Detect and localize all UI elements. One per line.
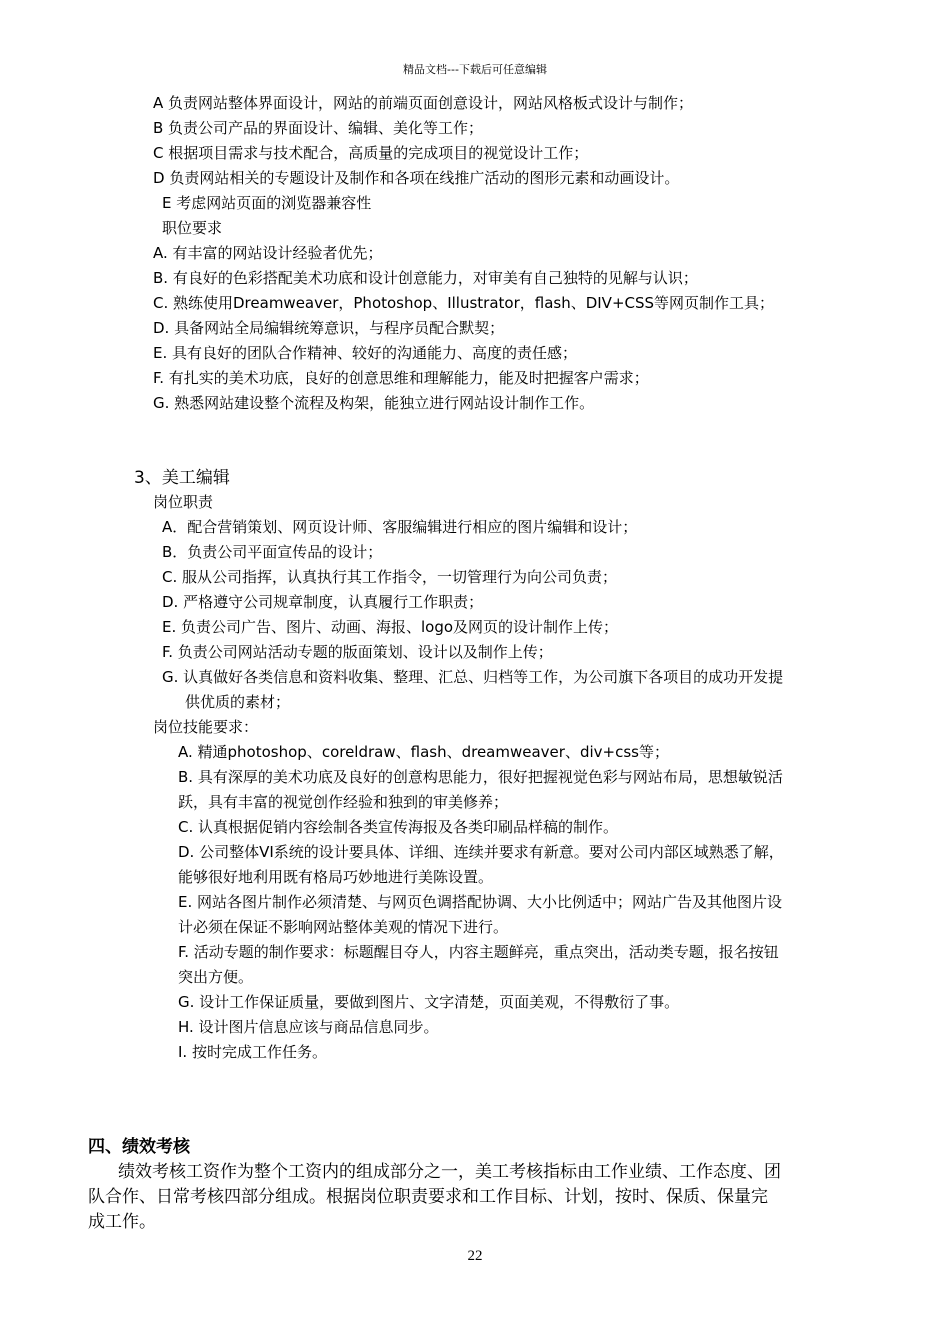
requirement-item-c: C. 熟练使用Dreamweaver，Photoshop、Illustrator，flash、DIV+CSS等网页制作工具；	[153, 294, 775, 312]
page-header: 精品文档---下载后可任意编辑	[403, 63, 547, 76]
requirement-item-d: D. 具备网站全局编辑统筹意识，与程序员配合默契；	[153, 319, 505, 337]
skill-line-5: D. 公司整体VI系统的设计要具体、详细、连续并要求有新意。要对公司内部区域熟悉了解，	[178, 843, 784, 861]
duty-item-e: E 考虑网站页面的浏览器兼容性	[162, 194, 372, 212]
section-3-title: 3、美工编辑	[134, 468, 230, 488]
section-3-duty-c: C. 服从公司指挥，认真执行其工作指令，一切管理行为向公司负责；	[162, 568, 618, 586]
section-4-paragraph-line-3: 成工作。	[88, 1212, 156, 1232]
section-4-paragraph-line-1: 绩效考核工资作为整个工资内的组成部分之一，美工考核指标由工作业绩、工作态度、团	[118, 1162, 781, 1182]
duty-item-c: C 根据项目需求与技术配合，高质量的完成项目的视觉设计工作；	[153, 144, 589, 162]
skill-line-10: 突出方便。	[178, 968, 254, 986]
page-number: 22	[467, 1248, 483, 1264]
skill-line-6: 能够很好地利用既有格局巧妙地进行美陈设置。	[178, 868, 494, 886]
section-3-duties-heading: 岗位职责	[153, 493, 214, 511]
section-3-duty-d: D. 严格遵守公司规章制度，认真履行工作职责；	[162, 593, 484, 611]
duty-item-a: A 负责网站整体界面设计，网站的前端页面创意设计，网站风格板式设计与制作；	[153, 94, 694, 112]
skill-line-12: H. 设计图片信息应该与商品信息同步。	[178, 1018, 439, 1036]
skill-line-4: C. 认真根据促销内容绘制各类宣传海报及各类印刷品样稿的制作。	[178, 818, 619, 836]
section-3-duty-g: G. 认真做好各类信息和资料收集、整理、汇总、归档等工作，为公司旗下各项目的成功开发提	[162, 668, 784, 686]
requirement-item-b: B. 有良好的色彩搭配美术功底和设计创意能力，对审美有自己独特的见解与认识；	[153, 269, 698, 287]
section-3-duty-b: B．负责公司平面宣传品的设计；	[162, 543, 383, 561]
skills-heading: 岗位技能要求：	[153, 718, 259, 736]
section-3-duty-g-cont: 供优质的素材；	[185, 693, 291, 711]
section-3-duty-e: E. 负责公司广告、图片、动画、海报、logo及网页的设计制作上传；	[162, 618, 619, 636]
duty-item-d: D 负责网站相关的专题设计及制作和各项在线推广活动的图形元素和动画设计。	[153, 169, 680, 187]
section-3-duty-f: F. 负责公司网站活动专题的版面策划、设计以及制作上传；	[162, 643, 553, 661]
section-4-paragraph-line-2: 队合作、日常考核四部分组成。根据岗位职责要求和工作目标、计划，按时、保质、保量完	[88, 1187, 768, 1207]
requirement-item-f: F. 有扎实的美术功底，良好的创意思维和理解能力，能及时把握客户需求；	[153, 369, 649, 387]
requirements-heading: 职位要求	[162, 219, 223, 237]
requirement-item-a: A. 有丰富的网站设计经验者优先；	[153, 244, 383, 262]
skill-line-2: B. 具有深厚的美术功底及良好的创意构思能力，很好把握视觉色彩与网站布局，思想敏锐活	[178, 768, 783, 786]
skill-line-9: F. 活动专题的制作要求：标题醒目夺人，内容主题鲜亮，重点突出，活动类专题，报名按钮	[178, 943, 779, 961]
duty-item-b: B 负责公司产品的界面设计、编辑、美化等工作；	[153, 119, 484, 137]
skill-line-11: G. 设计工作保证质量，要做到图片、文字清楚，页面美观，不得敷衍了事。	[178, 993, 680, 1011]
skill-line-1: A. 精通photoshop、coreldraw、flash、dreamweaver、div+css等；	[178, 743, 669, 761]
skill-line-13: I. 按时完成工作任务。	[178, 1043, 327, 1061]
section-4-title: 四、绩效考核	[88, 1137, 190, 1157]
requirement-item-e: E. 具有良好的团队合作精神、较好的沟通能力、高度的责任感；	[153, 344, 578, 362]
skill-line-8: 计必须在保证不影响网站整体美观的情况下进行。	[178, 918, 509, 936]
requirement-item-g: G. 熟悉网站建设整个流程及构架，能独立进行网站设计制作工作。	[153, 394, 595, 412]
skill-line-3: 跃，具有丰富的视觉创作经验和独到的审美修养；	[178, 793, 509, 811]
section-3-duty-a: A．配合营销策划、网页设计师、客服编辑进行相应的图片编辑和设计；	[162, 518, 638, 536]
skill-line-7: E. 网站各图片制作必须清楚、与网页色调搭配协调、大小比例适中；网站广告及其他图片设	[178, 893, 783, 911]
